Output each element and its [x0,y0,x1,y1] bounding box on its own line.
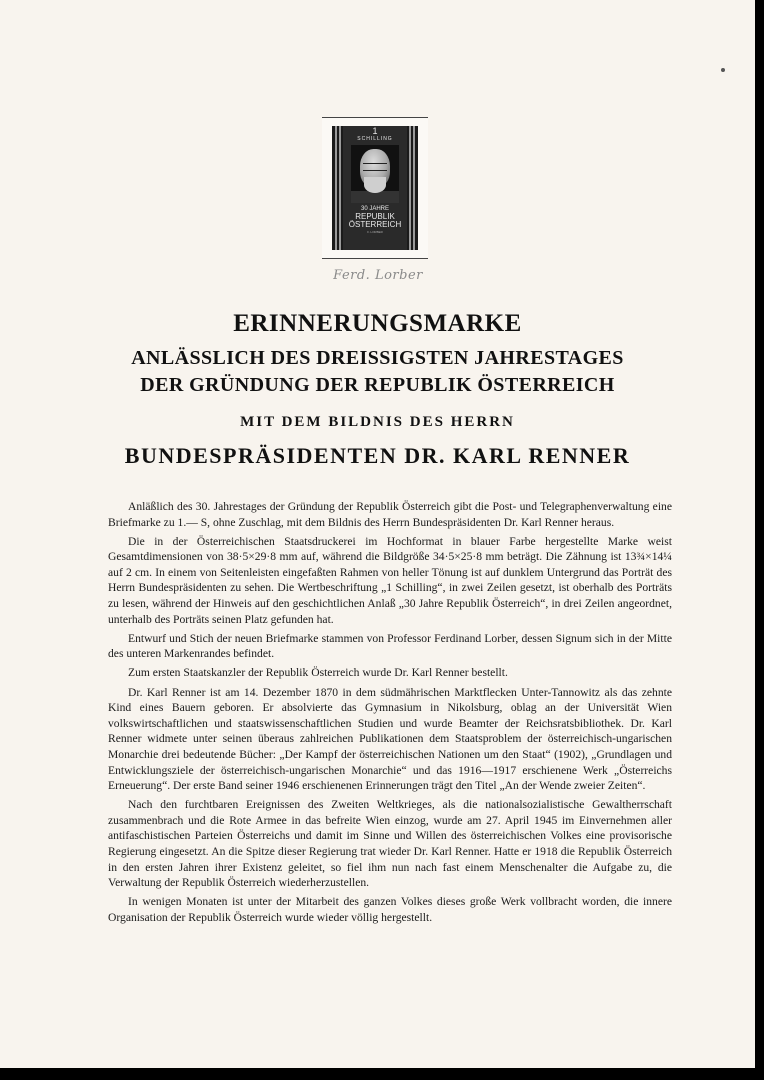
subtitle-portrait-line: MIT DEM BILDNIS DES HERRN [240,414,515,430]
portrait-icon [351,145,399,203]
stamp-engraver-mark: F. LORBER [367,230,383,234]
stamp-line-1: 30 JAHRE [360,206,389,212]
stamp-value: 1 [372,126,378,136]
stamp-proof [322,117,428,259]
paragraph: Anläßlich des 30. Jahrestages der Gründung der Republik Österreich gibt die Post- und Telegraphenverwaltung eine Briefmarke zu 1.— S, ohne Zuschlag, mit dem Bildnis des Herrn Bundespräsidenten Dr. Karl Renner heraus. [108,500,672,529]
paragraph: Nach den furchtbaren Ereignissen des Zweiten Weltkrieges, als die nationalsozialistische Gewaltherrschaft zusammenbrach und die Rote Armee in das befreite Wien einzog, wurde am 27. April 1945 im Einvernehmen aller antifaschistischen Parteien Österreichs und damit im Sinne und Willen des österreichischen Volkes eine provisorische Regierung eingesetzt. An die Spitze dieser Regierung trat wieder Dr. Karl Renner. Hatte er 1918 die Republik Österreich in den ersten Jahren ihrer Existenz geleitet, so fiel ihm nun nach fast einem Menschenalter die Aufgabe zu, die Verwaltung der Republik Österreich wiederherzustellen. [108,798,672,890]
handwritten-signature: Ferd. Lorber [333,268,423,283]
stamp-line-2: REPUBLIK [355,212,395,221]
paragraph: In wenigen Monaten ist unter der Mitarbeit des ganzen Volkes dieses große Werk vollbracht worden, die innere Organisation der Republik Österreich wurde wieder völlig hergestellt. [108,895,672,924]
paragraph: Die in der Österreichischen Staatsdruckerei im Hochformat in blauer Farbe hergestellte Marke weist Gesamtdimensionen von 38·5×29·8 mm auf, während die Bildgröße 34·5×25·8 mm beträgt. Die Zähnung ist 13¾×14¼ auf 2 cm. In einem von Seitenleisten eingefaßten Rahmen von heller Tönung ist auf dunklem Untergrund das Porträt des Herrn Bundespräsidenten zu sehen. Die Wertbeschriftung „1 Schilling“, in zwei Zeilen gesetzt, ist oberhalb des Porträts zu lesen, während der Hinweis auf den geschichtlichen Anlaß „30 Jahre Republik Österreich“, in drei Zeilen angeordnet, unterhalb des Porträts seinen Platz gefunden hat. [108,534,672,626]
stamp-image [332,126,418,250]
stamp-line-3: ÖSTERREICH [348,220,402,229]
subtitle-line-1: ANLÄSSLICH DES DREISSIGSTEN JAHRESTAGES [131,347,624,369]
paper-speck [721,68,725,72]
subtitle-line-2: DER GRÜNDUNG DER REPUBLIK ÖSTERREICH [140,374,615,396]
paragraph: Zum ersten Staatskanzler der Republik Österreich wurde Dr. Karl Renner bestellt. [128,666,508,680]
subtitle-person: BUNDESPRÄSIDENTEN DR. KARL RENNER [124,443,631,468]
paragraph: Dr. Karl Renner ist am 14. Dezember 1870 in dem südmährischen Marktflecken Unter-Tannowitz als das zehnte Kind eines Bauern geboren. Er absolvierte das Gymnasium in Nikolsburg, oblag an der Universität Wien volkswirtschaftlichen und staatswissenschaftlichen Studien und wurde Beamter der Reichsratsbibliothek. Dr. Karl Renner widmete unter seinen überaus zahlreichen Publikationen dem Staatsproblem der österreichisch-ungarischen Monarchie drei bedeutende Bücher: „Der Kampf der österreichischen Nationen um den Staat“ (1902), „Grundlagen und Entwicklungsziele der österreichisch-ungarischen Monarchie“ und das 1916—1917 erschienene Werk „Österreichs Erneuerung“. Der erste Band seiner 1946 erschienenen Erinnerungen trägt den Titel „An der Wende zweier Zeiten“. [108,685,672,793]
paragraph: Entwurf und Stich der neuen Briefmarke stammen von Professor Ferdinand Lorber, dessen Signum sich in der Mitte des unteren Markenrandes befindet. [108,631,672,661]
stamp-unit: SCHILLING [357,136,393,142]
body-text [108,499,672,929]
document-title: ERINNERUNGSMARKE [233,310,522,337]
